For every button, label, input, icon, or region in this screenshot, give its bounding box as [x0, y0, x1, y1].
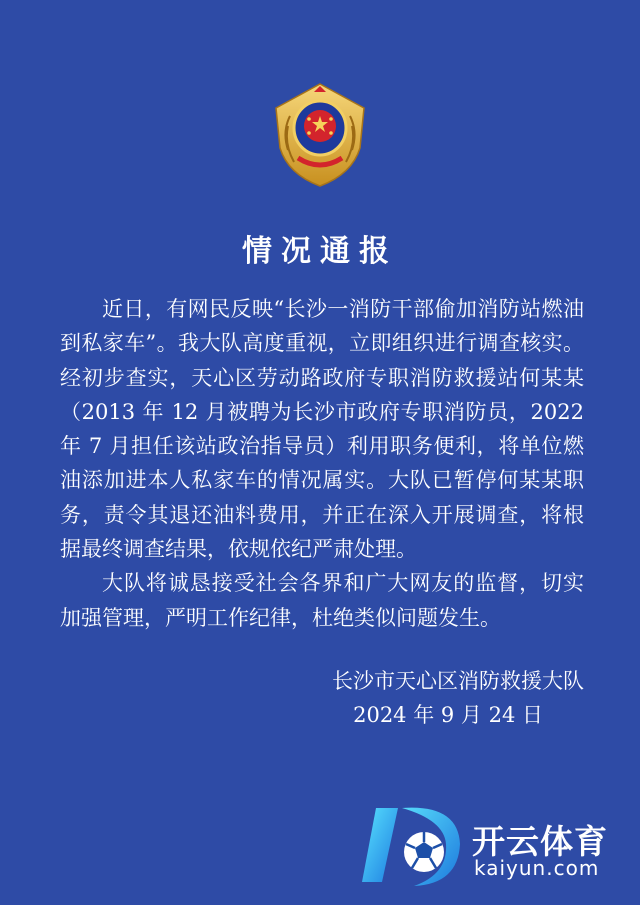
- paragraph-1: 近日，有网民反映“长沙一消防干部偷加消防站燃油到私家车”。我大队高度重视，立即组织进行调查核实。经初步查实，天心区劳动路政府专职消防救援站何某某（2013 年 12 月被聘为长沙市政府专职消防员，2022 年 7 月担任该站政治指导员）利用职务便利，将单位燃油添加进本人私家车的情况属实。大队已暂停何某某职务，责令其退还油料费用，并正在深入开展调查，将根据最终调查结果，依规依纪严肃处理。: [60, 297, 584, 562]
- watermark-brand-cn: 开云体育: [472, 822, 608, 861]
- notice-body: [60, 292, 584, 635]
- kaiyun-k-soccer-logo-icon: [362, 800, 470, 890]
- watermark-brand-en: kaiyun.com: [474, 856, 600, 880]
- watermark: [362, 800, 632, 890]
- issuing-organization: 长沙市天心区消防救援大队: [332, 669, 584, 693]
- signature-block: [332, 664, 584, 732]
- issue-date: 2024 年 9 月 24 日: [353, 703, 543, 727]
- paragraph-2: 大队将诚恳接受社会各界和广大网友的监督，切实加强管理，严明工作纪律，杜绝类似问题发生。: [60, 571, 584, 630]
- fire-rescue-emblem-icon: [268, 78, 372, 190]
- notice-title: 情况通报: [242, 234, 398, 269]
